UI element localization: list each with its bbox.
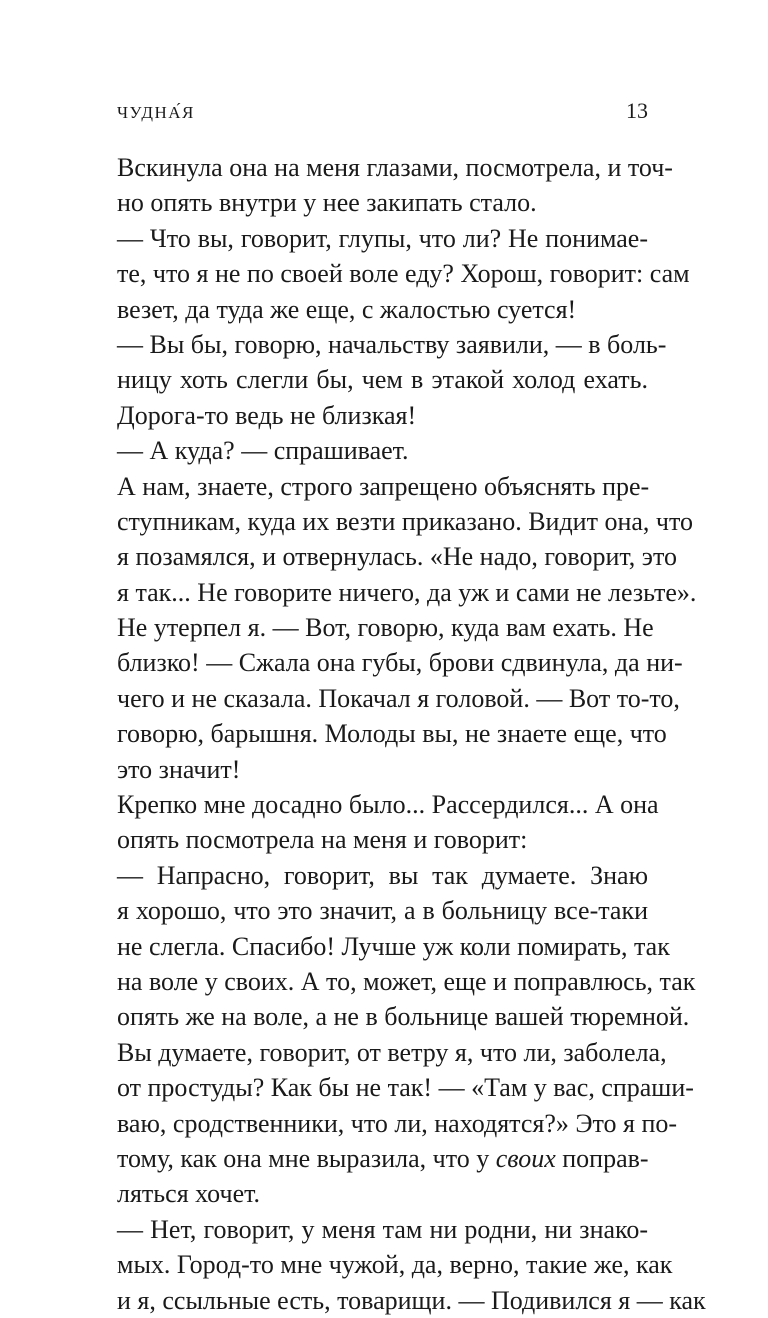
- text-line: от простуды? Как бы не так! — «Там у вас, спраши-: [117, 1073, 694, 1103]
- text-line: — Что вы, говорит, глупы, что ли? Не понимае-: [117, 223, 648, 253]
- text-line: опять же на воле, а не в больнице вашей тюремной.: [117, 1002, 690, 1032]
- text-line: чего и не сказала. Покачал я головой. — Вот то-то,: [117, 683, 680, 713]
- page-number: 13: [626, 98, 648, 123]
- text-line: Вы думаете, говорит, от ветру я, что ли, заболела,: [117, 1037, 667, 1067]
- text-line: но опять внутри у нее закипать стало.: [117, 188, 537, 218]
- text-line: говорю, барышня. Молоды вы, не знаете еще, что: [117, 719, 667, 749]
- text-line: везет, да туда же еще, с жалостью суется!: [117, 294, 577, 324]
- text-line: мых. Город-то мне чужой, да, верно, такие же, как: [117, 1250, 673, 1280]
- text-line: те, что я не по своей воле еду? Хорош, говорит: сам: [117, 259, 690, 289]
- text-fragment: поправ-: [562, 1143, 649, 1173]
- running-head: [117, 98, 648, 124]
- text-line: не слегла. Спасибо! Лучше уж коли помирать, так: [117, 931, 670, 961]
- text-line: ницу хоть слегли бы, чем в этакой холод ехать.: [117, 365, 648, 395]
- text-line: я так... Не говорите ничего, да уж и сами не лезьте».: [117, 577, 697, 607]
- text-fragment: тому, как она мне выразила, что у: [117, 1143, 490, 1173]
- text-line: близко! — Сжала она губы, брови сдвинула, да ни-: [117, 648, 683, 678]
- text-line: — Напрасно, говорит, вы так думаете. Знаю: [117, 860, 648, 890]
- text-line: Не утерпел я. — Вот, говорю, куда вам ехать. Не: [117, 613, 654, 643]
- italic-word: своих: [495, 1143, 556, 1173]
- text-line: — Нет, говорит, у меня там ни родни, ни знако-: [117, 1214, 648, 1244]
- text-line: — А куда? — спрашивает.: [117, 436, 409, 466]
- text-line: опять посмотрела на меня и говорит:: [117, 825, 528, 855]
- text-line: это значит!: [117, 754, 241, 784]
- text-line: ваю, сродственники, что ли, находятся?» Это я по-: [117, 1108, 678, 1138]
- text-line: я позамялся, и отвернулась. «Не надо, говорит, это: [117, 542, 677, 572]
- text-line: Вскинула она на меня глазами, посмотрела, и точ-: [117, 153, 673, 182]
- text-line: А нам, знаете, строго запрещено объяснять пре-: [117, 471, 650, 501]
- chapter-title: ЧУДНА́Я: [117, 103, 195, 122]
- text-line: ляться хочет.: [117, 1179, 261, 1209]
- text-line: Дорога-то ведь не близкая!: [117, 400, 417, 430]
- text-line: — Вы бы, говорю, начальству заявили, — в боль-: [117, 329, 667, 359]
- text-line: ступникам, куда их везти приказано. Видит она, что: [117, 506, 694, 536]
- body-text: [117, 150, 706, 1318]
- text-line-mixed: [117, 1141, 648, 1176]
- text-line: на воле у своих. А то, может, еще и поправлюсь, так: [117, 966, 696, 996]
- text-line: я хорошо, что это значит, а в больницу все-таки: [117, 896, 648, 926]
- text-line: и я, ссыльные есть, товарищи. — Подивился я — как: [117, 1285, 706, 1315]
- text-line: Крепко мне досадно было... Рассердился... А она: [117, 790, 659, 820]
